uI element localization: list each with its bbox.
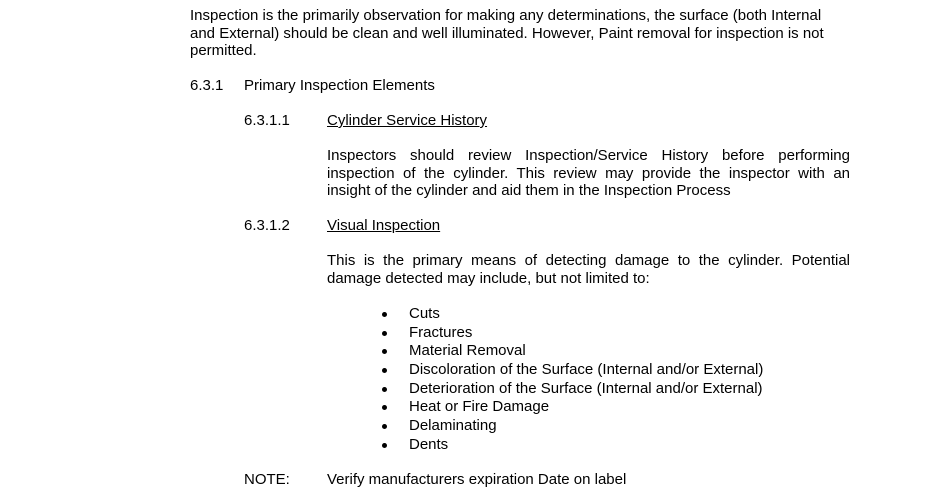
list-item [380,417,763,436]
bullet-icon [382,368,387,373]
bullet-icon [382,443,387,448]
subsection-title-visual: Visual Inspection [327,217,441,234]
visual-paragraph: This is the primary means of detecting damage to the cylinder. Potential damage detected may include, but not limited to: [327,252,850,287]
list-item [380,324,763,343]
list-item-label: Material Removal [409,342,526,360]
list-item-label: Discoloration of the Surface (Internal and/or External) [409,361,764,379]
note-label: NOTE: [244,471,290,488]
history-paragraph: Inspectors should review Inspection/Service History before performing inspection of the cylinder. This review may provide the inspector with an insight of the cylinder and aid them in the Inspection Process [327,147,850,199]
section-number: 6.3.1 [190,77,224,94]
list-item [380,380,763,399]
list-item-label: Deterioration of the Surface (Internal and/or External) [409,379,763,397]
note-text: Verify manufacturers expiration Date on label [327,471,627,488]
list-item [380,398,763,417]
bullet-icon [382,331,387,336]
list-item [380,436,763,455]
subsection-number-history: 6.3.1.1 [244,112,290,129]
section-title: Primary Inspection Elements [244,77,435,94]
list-item [380,305,763,324]
bullet-icon [382,424,387,429]
list-item-label: Heat or Fire Damage [409,398,550,416]
list-item [380,342,763,361]
bullet-icon [382,405,387,410]
subsection-number-visual: 6.3.1.2 [244,217,290,234]
bullet-icon [382,312,387,317]
list-item-label: Dents [409,435,449,453]
intro-paragraph: Inspection is the primarily observation for making any determinations, the surface (both Internal and External) should be clean and well illuminated. However, Paint removal for inspection is not permitted. [190,7,824,59]
bullet-icon [382,387,387,392]
list-item-label: Fractures [409,323,473,341]
list-item [380,361,763,380]
bullet-icon [382,349,387,354]
subsection-title-history: Cylinder Service History [327,112,488,129]
list-item-label: Cuts [409,305,440,322]
list-item-label: Delaminating [409,417,497,435]
damage-list [380,305,763,455]
